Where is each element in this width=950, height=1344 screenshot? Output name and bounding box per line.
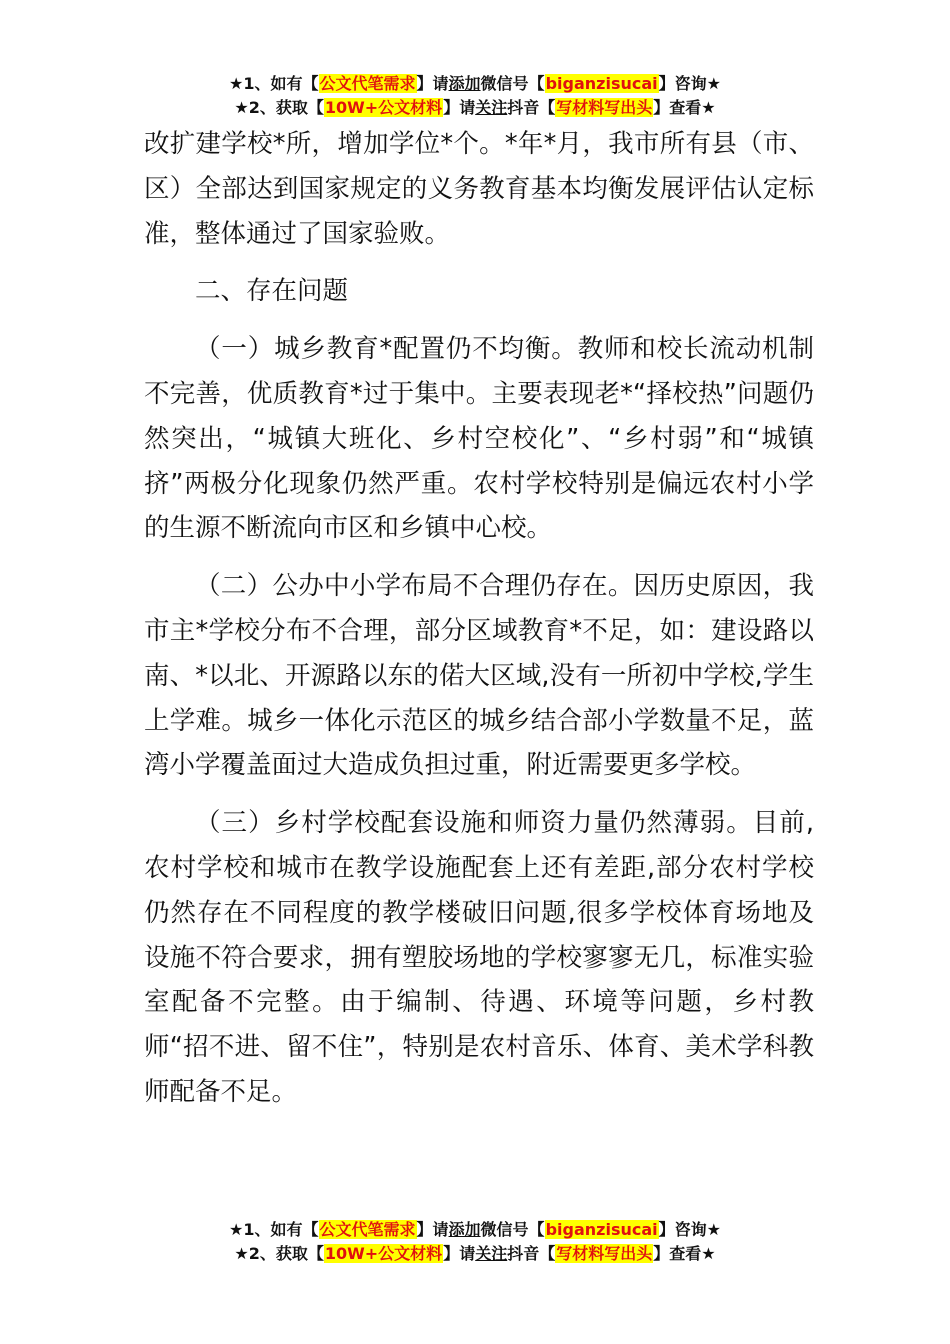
- banner-text: 】请: [443, 1244, 476, 1263]
- banner-text: 微信号【: [480, 74, 545, 93]
- paragraph: （一）城乡教育*配置仍不均衡。教师和校长流动机制不完善，优质教育*过于集中。主要表现老*“择校热”问题仍然突出，“城镇大班化、乡村空校化”、“乡村弱”和“城镇挤”两极分化现象仍然严重。农村学校特别是偏远农村小学的生源不断流向市区和乡镇中心校。: [144, 334, 814, 544]
- banner-highlight: biganzisucai: [545, 74, 658, 93]
- banner-highlight: 10W+公文材料: [324, 98, 443, 117]
- banner-underline: 添加: [448, 1220, 481, 1239]
- banner-text: ★2、获取【: [234, 1244, 324, 1263]
- banner-text: ★1、如有【: [229, 1220, 319, 1239]
- banner-text: 微信号【: [480, 1220, 545, 1239]
- banner-underline: 关注: [475, 98, 508, 117]
- banner-underline: 关注: [475, 1244, 508, 1263]
- banner-text: 】查看★: [653, 1244, 716, 1263]
- banner-underline: 添加: [448, 74, 481, 93]
- banner-highlight: 写材料写出头: [556, 1244, 653, 1263]
- banner-text: 】查看★: [653, 98, 716, 117]
- document-body: [144, 122, 814, 1115]
- banner-highlight: 公文代笔需求: [319, 1220, 416, 1239]
- banner-text: ★1、如有【: [229, 74, 319, 93]
- banner-text: 抖音【: [507, 98, 556, 117]
- banner-highlight: 10W+公文材料: [324, 1244, 443, 1263]
- banner-highlight: 写材料写出头: [556, 98, 653, 117]
- banner-text: 】请: [443, 98, 476, 117]
- banner-text: ★2、获取【: [234, 98, 324, 117]
- banner-text: 】请: [416, 74, 449, 93]
- banner-line-2: [0, 96, 950, 120]
- header-banner: [0, 72, 950, 120]
- footer-banner: [0, 1218, 950, 1266]
- paragraph: 改扩建学校*所，增加学位*个。*年*月，我市所有县（市、区）全部达到国家规定的义务教育基本均衡发展评估认定标准，整体通过了国家验败。: [144, 129, 814, 249]
- banner-line-1: [0, 1218, 950, 1242]
- banner-text: 】咨询★: [658, 74, 721, 93]
- banner-line-1: [0, 72, 950, 96]
- paragraph: （三）乡村学校配套设施和师资力量仍然薄弱。目前,农村学校和城市在教学设施配套上还有差距,部分农村学校仍然存在不同程度的教学楼破旧问题,很多学校体育场地及设施不符合要求，拥有塑胶场地的学校寥寥无几，标准实验室配备不完整。由于编制、待遇、环境等问题，乡村教师“招不进、留不住”，特别是农村音乐、体育、美术学科教师配备不足。: [144, 808, 814, 1107]
- banner-highlight: biganzisucai: [545, 1220, 658, 1239]
- banner-text: 】请: [416, 1220, 449, 1239]
- banner-text: 】咨询★: [658, 1220, 721, 1239]
- banner-text: 抖音【: [507, 1244, 556, 1263]
- paragraph: （二）公办中小学布局不合理仍存在。因历史原因，我市主*学校分布不合理，部分区域教育*不足，如：建设路以南、*以北、开源路以东的偌大区域,没有一所初中学校,学生上学难。城乡一体化示范区的城乡结合部小学数量不足，蓝湾小学覆盖面过大造成负担过重，附近需要更多学校。: [144, 571, 814, 781]
- banner-highlight: 公文代笔需求: [319, 74, 416, 93]
- banner-line-2: [0, 1242, 950, 1266]
- section-heading: 二、存在问题: [195, 276, 349, 307]
